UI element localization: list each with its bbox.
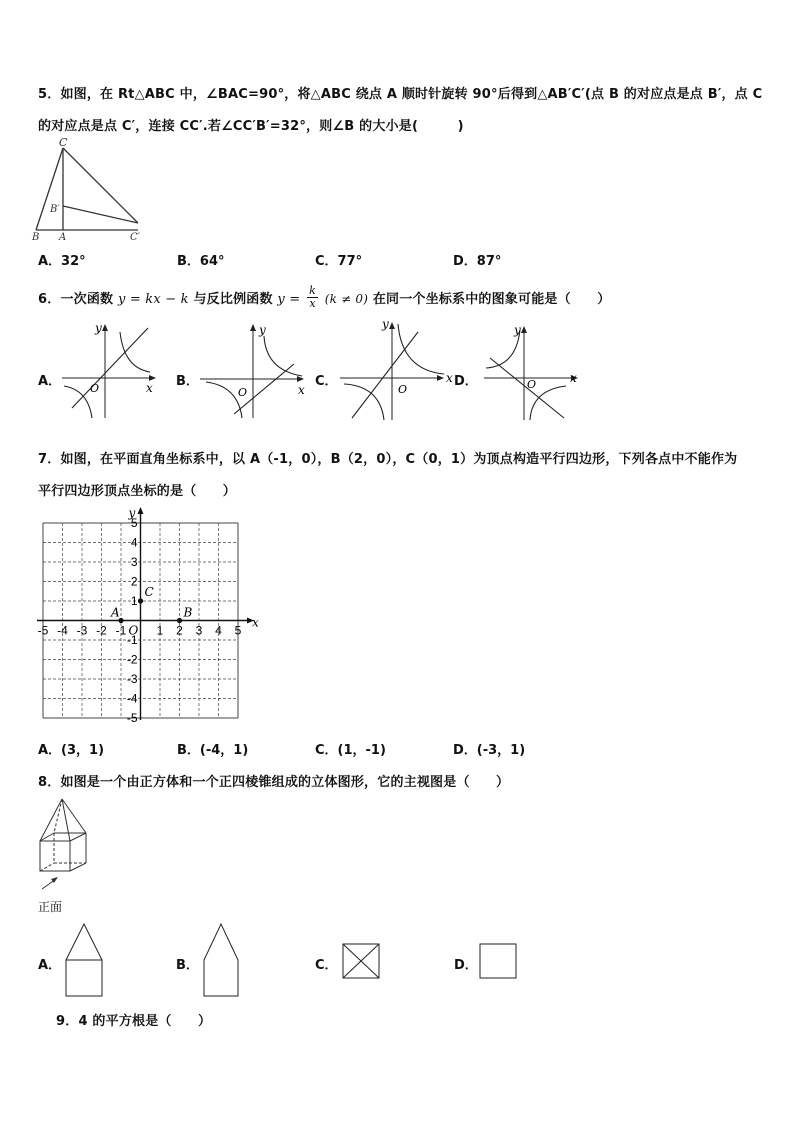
- svg-text:O: O: [90, 382, 100, 395]
- q7-point-label-c: C: [144, 585, 154, 599]
- q7-point-c: [138, 598, 143, 603]
- q6-linear-formula: y = kx − k: [117, 292, 189, 307]
- q6-stem: [38, 284, 611, 312]
- q7-x-tick-label: -4: [57, 623, 68, 638]
- q8-option-a-label[interactable]: A．: [38, 958, 62, 973]
- q7-y-tick-label: -1: [126, 633, 138, 647]
- q8-option-d-label[interactable]: D．: [454, 958, 478, 973]
- q5-line1: 5．如图，在 Rt△ABC 中，∠BAC=90°，将△ABC 绕点 A 顺时针旋转 90°后得到△AB′C′(点 B 的对应点是点 B′，点 C: [38, 87, 763, 102]
- svg-text:x: x: [146, 381, 153, 395]
- svg-text:O: O: [398, 383, 408, 396]
- q5-label-Bprime: B′: [50, 204, 60, 215]
- q6-fraction-num: k: [309, 284, 316, 297]
- q7-x-tick-label: 2: [176, 623, 183, 638]
- q7-y-arrow: [138, 507, 144, 514]
- q6-option-b-label[interactable]: B．: [176, 374, 199, 389]
- q5-line2: 的对应点是点 C′，连接 CC′.若∠CC′B′=32°，则∠B 的大小是( ): [38, 119, 464, 134]
- q5-option-d[interactable]: D．87°: [453, 254, 502, 269]
- svg-text:x: x: [570, 371, 577, 385]
- svg-text:O: O: [238, 386, 248, 399]
- q7-y-tick-label: 1: [130, 594, 138, 608]
- q6-condition: (k ≠ 0): [324, 292, 369, 306]
- q7-coordinate-grid: [30, 505, 270, 730]
- q6-option-c-label[interactable]: C．: [315, 374, 338, 389]
- q7-x-tick-label: 1: [156, 623, 164, 638]
- q7-origin-label: O: [128, 623, 139, 638]
- svg-text:O: O: [527, 378, 537, 391]
- q7-y-tick-label: -4: [126, 691, 138, 706]
- q7-y-tick-label: 3: [130, 555, 138, 569]
- q6-pre: 6．一次函数: [38, 292, 114, 307]
- q7-x-tick-label: -2: [96, 623, 107, 638]
- q7-y-tick-label: -3: [126, 672, 138, 686]
- q5-option-b[interactable]: B．64°: [177, 254, 225, 269]
- q7-x-tick-label: 3: [195, 623, 203, 638]
- q7-x-tick-label: -3: [76, 623, 88, 638]
- q7-option-c[interactable]: C．(1，-1): [315, 743, 386, 758]
- q6-mid: 与反比例函数: [193, 292, 273, 307]
- q7-option-a[interactable]: A．(3，1): [38, 743, 105, 758]
- q6-option-a-label[interactable]: A．: [38, 374, 62, 389]
- q6-inverse-y: y =: [277, 292, 301, 307]
- svg-text:y: y: [382, 317, 389, 331]
- q7-y-tick-label: 2: [130, 574, 138, 589]
- q5-option-a[interactable]: A．32°: [38, 254, 86, 269]
- q8-option-a-figure[interactable]: [64, 920, 106, 1000]
- q6-post: 在同一个坐标系中的图象可能是（ ）: [372, 292, 611, 307]
- q7-line2: 平行四边形顶点坐标的是（ ）: [38, 484, 237, 499]
- q5-label-B: B: [32, 232, 40, 243]
- q8-option-c-figure[interactable]: [341, 942, 383, 982]
- q7-option-d[interactable]: D．(-3，1): [453, 743, 526, 758]
- q5-label-A: A: [59, 232, 67, 243]
- q7-point-label-a: A: [111, 605, 120, 620]
- q6-fraction-den: x: [309, 297, 316, 310]
- q8-option-b-figure[interactable]: [202, 920, 244, 1000]
- q7-x-tick-label: -1: [115, 623, 127, 638]
- q6-graph-c[interactable]: [338, 318, 456, 422]
- q8-solid-figure: [32, 795, 92, 885]
- q8-option-b-label[interactable]: B．: [176, 958, 199, 973]
- q7-axis-y-label: y: [128, 506, 136, 520]
- q8-option-d-figure[interactable]: [478, 942, 520, 982]
- q7-x-tick-label: -5: [37, 623, 49, 638]
- svg-text:x: x: [298, 383, 305, 397]
- q5-triangle-figure: [30, 136, 150, 243]
- q8-front-label: 正面: [38, 900, 63, 914]
- q6-fraction: [307, 285, 318, 310]
- q8-line1: 8．如图是一个由正方体和一个正四棱锥组成的立体图形，它的主视图是（ ）: [38, 775, 510, 790]
- q7-option-b[interactable]: B．(-4，1): [177, 743, 249, 758]
- q6-graph-d[interactable]: [482, 322, 582, 422]
- svg-text:y: y: [95, 321, 102, 335]
- q6-graph-a[interactable]: [60, 320, 160, 420]
- q7-x-tick-label: 5: [234, 623, 242, 638]
- q6-option-d-label[interactable]: D．: [454, 374, 478, 389]
- q7-point-label-b: B: [183, 605, 193, 620]
- q7-y-tick-label: 5: [130, 516, 138, 530]
- q6-graph-b[interactable]: [198, 320, 310, 420]
- q7-x-tick-label: 4: [215, 623, 222, 638]
- q5-option-c[interactable]: C．77°: [315, 254, 363, 269]
- q5-label-C: C: [59, 136, 68, 149]
- q7-point-b: [177, 618, 182, 623]
- q7-y-tick-label: 4: [130, 535, 138, 550]
- q7-y-tick-label: -5: [126, 711, 138, 725]
- q5-label-Cprime: C′: [130, 232, 140, 243]
- q7-axis-x-label: x: [252, 615, 259, 630]
- q7-y-tick-label: -2: [126, 652, 138, 667]
- svg-text:y: y: [259, 323, 266, 337]
- q7-line1: 7．如图，在平面直角坐标系中，以 A（-1，0），B（2，0），C（0，1）为顶点构造平行四边形，下列各点中不能作为: [38, 452, 738, 467]
- q9-line1: 9．4 的平方根是（ ）: [56, 1014, 212, 1029]
- q8-option-c-label[interactable]: C．: [315, 958, 338, 973]
- svg-text:x: x: [446, 371, 453, 385]
- svg-text:y: y: [514, 323, 521, 337]
